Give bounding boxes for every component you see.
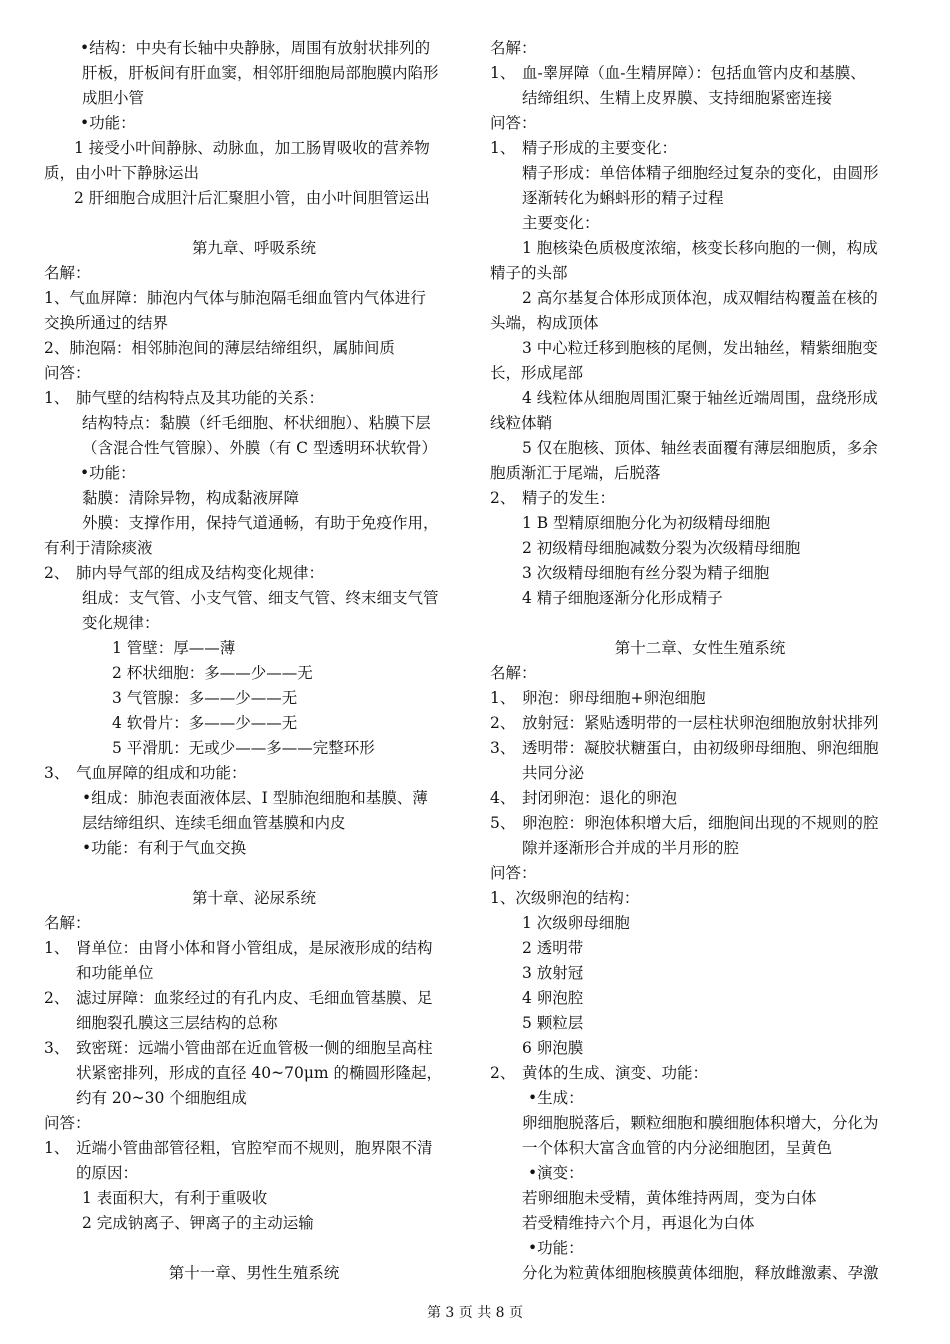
text-line: [490, 761, 910, 786]
item-number: 4、: [490, 789, 516, 807]
line-text: 隙并逐渐形合并成的半月形的腔: [522, 839, 740, 857]
line-text: 2 肝细胞合成胆汁后汇聚胆小管，由小叶间胆管运出: [74, 189, 430, 207]
line-text: 精子的发生：: [522, 489, 616, 507]
line-text: •结构：中央有长轴中央静脉，周围有放射状排列的: [80, 39, 431, 57]
line-text: 4 线粒体从细胞周围汇聚于轴丝近端周围，盘绕形成: [522, 389, 878, 407]
text-line: [44, 686, 464, 711]
item-number: 1、: [490, 139, 516, 157]
text-line: [490, 36, 910, 61]
text-line: [490, 311, 910, 336]
line-text: 2、肺泡隔：相邻肺泡间的薄层结缔组织，属肺间质: [44, 339, 395, 357]
line-text: 精子的头部: [490, 264, 568, 282]
item-number: 3、: [44, 764, 70, 782]
text-line: [44, 1086, 464, 1111]
line-text: 封闭卵泡：退化的卵泡: [522, 789, 678, 807]
line-text: 3 放射冠: [522, 964, 584, 982]
line-text: 肺气壁的结构特点及其功能的关系：: [76, 389, 325, 407]
text-line: [490, 886, 910, 911]
line-text: 成胆小管: [82, 89, 145, 107]
line-text: 若卵细胞未受精，黄体维持两周，变为白体: [522, 1189, 817, 1207]
line-text: 1 次级卵母细胞: [522, 914, 630, 932]
text-line: [490, 261, 910, 286]
text-line: [490, 1111, 910, 1136]
item-number: 2、: [490, 489, 516, 507]
line-text: 结构特点：黏膜（纤毛细胞、杯状细胞）、粘膜下层: [82, 414, 431, 432]
line-text: 名解：: [490, 39, 537, 57]
line-text: 质，由小叶下静脉运出: [44, 164, 200, 182]
line-text: 2 初级精母细胞减数分裂为次级精母细胞: [522, 539, 801, 557]
text-line: [44, 336, 464, 361]
text-line: [44, 661, 464, 686]
text-line: [44, 986, 464, 1011]
line-text: 主要变化：: [522, 214, 600, 232]
blank-line: [490, 611, 910, 636]
line-text: 近端小管曲部管径粗，官腔窄而不规则，胞界限不清: [76, 1139, 433, 1157]
line-text: （含混合性气管腺）、外膜（有 C 型透明环状软骨）: [82, 439, 437, 457]
line-text: 3 次级精母细胞有丝分裂为精子细胞: [522, 564, 770, 582]
text-line: [490, 161, 910, 186]
text-line: [44, 911, 464, 936]
line-text: 3 中心粒迁移到胞核的尾侧，发出轴丝，精紫细胞变: [522, 339, 878, 357]
text-line: [44, 1111, 464, 1136]
left-column: [44, 36, 464, 1286]
chapter-heading-text: 第十一章、男性生殖系统: [168, 1264, 340, 1282]
text-line: [44, 1061, 464, 1086]
item-number: 1、: [490, 689, 516, 707]
text-line: [490, 336, 910, 361]
line-text: 若受精维持六个月，再退化为白体: [522, 1214, 755, 1232]
item-number: 1、: [44, 1139, 70, 1157]
line-text: 精子形成的主要变化：: [522, 139, 678, 157]
text-line: [490, 836, 910, 861]
line-text: 外膜：支撑作用，保持气道通畅，有助于免疫作用，: [82, 514, 439, 532]
text-line: [490, 1161, 910, 1186]
line-text: 肝板，肝板间有肝血窦，相邻肝细胞局部胞膜内陷形: [82, 64, 439, 82]
blank-line: [44, 211, 464, 236]
chapter-heading: [44, 1261, 464, 1286]
text-line: [490, 561, 910, 586]
text-line: [490, 736, 910, 761]
line-text: 状紧密排列，形成的直径 40~70μm 的椭圆形隆起，: [76, 1064, 443, 1082]
line-text: 问答：: [490, 114, 537, 132]
line-text: 共同分泌: [522, 764, 585, 782]
text-line: [490, 486, 910, 511]
item-number: 5、: [490, 814, 516, 832]
line-text: •组成：肺泡表面液体层、I 型肺泡细胞和基膜、薄: [82, 789, 428, 807]
line-text: •演变：: [528, 1164, 584, 1182]
line-text: 问答：: [44, 1114, 91, 1132]
line-text: 6 卵泡膜: [522, 1039, 584, 1057]
text-line: [490, 186, 910, 211]
text-line: [490, 811, 910, 836]
line-text: 黄体的生成、演变、功能：: [522, 1064, 709, 1082]
line-text: 致密斑：远端小管曲部在近血管极一侧的细胞呈高柱: [76, 1039, 433, 1057]
text-line: [44, 536, 464, 561]
line-text: 肺内导气部的组成及结构变化规律：: [76, 564, 325, 582]
line-text: 有利于清除痰液: [44, 539, 153, 557]
line-text: 4 软骨片：多——少——无: [112, 714, 298, 732]
text-line: [44, 411, 464, 436]
item-number: 2、: [44, 564, 70, 582]
text-line: [490, 286, 910, 311]
line-text: 1、气血屏障：肺泡内气体与肺泡隔毛细血管内气体进行: [44, 289, 426, 307]
line-text: •功能：: [528, 1239, 584, 1257]
item-number: 1、: [490, 64, 516, 82]
text-line: [490, 1186, 910, 1211]
chapter-heading: [44, 236, 464, 261]
text-line: [490, 1261, 910, 1286]
text-line: [490, 136, 910, 161]
line-text: •生成：: [528, 1089, 584, 1107]
line-text: 滤过屏障：血浆经过的有孔内皮、毛细血管基膜、足: [76, 989, 433, 1007]
line-text: 线粒体鞘: [490, 414, 553, 432]
text-line: [44, 386, 464, 411]
text-line: [490, 986, 910, 1011]
text-line: [490, 461, 910, 486]
line-text: 逐渐转化为蝌蚪形的精子过程: [522, 189, 724, 207]
text-line: [490, 686, 910, 711]
item-number: 3、: [490, 739, 516, 757]
text-line: [490, 711, 910, 736]
line-text: 名解：: [44, 264, 91, 282]
text-line: [44, 586, 464, 611]
line-text: 问答：: [44, 364, 91, 382]
text-line: [44, 136, 464, 161]
line-text: 的原因：: [76, 1164, 139, 1182]
text-line: [490, 236, 910, 261]
text-line: [490, 786, 910, 811]
item-number: 2、: [490, 714, 516, 732]
text-line: [44, 261, 464, 286]
line-text: 4 卵泡腔: [522, 989, 584, 1007]
text-line: [44, 161, 464, 186]
text-line: [490, 436, 910, 461]
right-column: [490, 36, 910, 1286]
text-line: [44, 1036, 464, 1061]
line-text: 1 管壁：厚——薄: [112, 639, 236, 657]
text-line: [490, 911, 910, 936]
line-text: 黏膜：清除异物，构成黏液屏障: [82, 489, 300, 507]
line-text: 分化为粒黄体细胞核膜黄体细胞，释放雌激素、孕激: [522, 1264, 879, 1282]
line-text: 一个体积大富含血管的内分泌细胞团，呈黄色: [522, 1139, 833, 1157]
line-text: 2 高尔基复合体形成顶体泡，成双帽结构覆盖在核的: [522, 289, 878, 307]
text-line: [44, 936, 464, 961]
text-line: [490, 861, 910, 886]
text-line: [490, 86, 910, 111]
line-text: 约有 20~30 个细胞组成: [76, 1089, 247, 1107]
text-line: [490, 1036, 910, 1061]
line-text: 名解：: [44, 914, 91, 932]
text-line: [490, 1011, 910, 1036]
text-line: [44, 61, 464, 86]
text-line: [490, 1236, 910, 1261]
item-number: 1、: [44, 939, 70, 957]
text-line: [44, 736, 464, 761]
line-text: 精子形成：单倍体精子细胞经过复杂的变化，由圆形: [522, 164, 879, 182]
text-line: [490, 411, 910, 436]
text-line: [44, 511, 464, 536]
line-text: 层结缔组织、连续毛细血管基膜和内皮: [82, 814, 346, 832]
text-line: [44, 786, 464, 811]
text-line: [490, 961, 910, 986]
item-number: 2、: [44, 989, 70, 1007]
text-line: [490, 661, 910, 686]
line-text: 问答：: [490, 864, 537, 882]
line-text: 胞质渐汇于尾端，后脱落: [490, 464, 661, 482]
text-line: [44, 111, 464, 136]
line-text: 细胞裂孔膜这三层结构的总称: [76, 1014, 278, 1032]
text-line: [490, 61, 910, 86]
text-line: [490, 936, 910, 961]
text-line: [44, 36, 464, 61]
item-number: 2、: [490, 1064, 516, 1082]
text-line: [490, 361, 910, 386]
text-line: [44, 461, 464, 486]
chapter-heading: [44, 886, 464, 911]
text-line: [44, 961, 464, 986]
blank-line: [44, 1236, 464, 1261]
text-line: [44, 711, 464, 736]
text-line: [44, 761, 464, 786]
line-text: 5 颗粒层: [522, 1014, 584, 1032]
text-line: [44, 1136, 464, 1161]
text-line: [490, 536, 910, 561]
chapter-heading-text: 第十章、泌尿系统: [191, 889, 316, 907]
line-text: 组成：支气管、小支气管、细支气管、终末细支气管: [82, 589, 439, 607]
line-text: 卵泡腔：卵泡体积增大后，细胞间出现的不规则的腔: [522, 814, 879, 832]
line-text: 5 仅在胞核、顶体、轴丝表面覆有薄层细胞质，多余: [522, 439, 878, 457]
line-text: 2 透明带: [522, 939, 584, 957]
line-text: 2 完成钠离子、钾离子的主动运输: [82, 1214, 314, 1232]
text-line: [490, 1061, 910, 1086]
text-line: [44, 436, 464, 461]
line-text: 头端，构成顶体: [490, 314, 599, 332]
line-text: 1 接受小叶间静脉、动脉血，加工肠胃吸收的营养物: [74, 139, 430, 157]
blank-line: [44, 861, 464, 886]
chapter-heading-text: 第九章、呼吸系统: [191, 239, 316, 257]
text-line: [490, 386, 910, 411]
text-line: [490, 1136, 910, 1161]
line-text: 1 表面积大，有利于重吸收: [82, 1189, 268, 1207]
line-text: 4 精子细胞逐渐分化形成精子: [522, 589, 723, 607]
text-line: [44, 311, 464, 336]
item-number: 3、: [44, 1039, 70, 1057]
text-line: [44, 1161, 464, 1186]
chapter-heading-text: 第十二章、女性生殖系统: [614, 639, 786, 657]
line-text: 卵细胞脱落后，颗粒细胞和膜细胞体积增大，分化为: [522, 1114, 879, 1132]
line-text: 长，形成尾部: [490, 364, 584, 382]
text-line: [44, 361, 464, 386]
text-line: [490, 1086, 910, 1111]
page-footer: 第 3 页 共 8 页: [426, 1305, 524, 1321]
text-line: [44, 186, 464, 211]
text-line: [44, 1186, 464, 1211]
line-text: 5 平滑肌：无或少——多——完整环形: [112, 739, 375, 757]
text-line: [44, 286, 464, 311]
text-line: [490, 111, 910, 136]
line-text: 1 胞核染色质极度浓缩，核变长移向胞的一侧，构成: [522, 239, 878, 257]
line-text: 放射冠：紧贴透明带的一层柱状卵泡细胞放射状排列: [522, 714, 879, 732]
item-number: 1、: [44, 389, 70, 407]
chapter-heading: [490, 636, 910, 661]
line-text: 和功能单位: [76, 964, 154, 982]
text-line: [44, 561, 464, 586]
text-line: [44, 636, 464, 661]
text-line: [490, 1211, 910, 1236]
text-line: [490, 511, 910, 536]
line-text: 结缔组织、生精上皮界膜、支持细胞紧密连接: [522, 89, 833, 107]
text-line: [44, 611, 464, 636]
text-line: [44, 836, 464, 861]
line-text: 3 气管腺：多——少——无: [112, 689, 298, 707]
text-line: [44, 86, 464, 111]
text-line: [44, 1211, 464, 1236]
text-line: [490, 586, 910, 611]
line-text: 血-睾屏障（血-生精屏障）：包括血管内皮和基膜、: [522, 64, 866, 82]
text-line: [44, 486, 464, 511]
line-text: 1 B 型精原细胞分化为初级精母细胞: [522, 514, 771, 532]
line-text: 气血屏障的组成和功能：: [76, 764, 247, 782]
text-line: [490, 211, 910, 236]
line-text: 变化规律：: [82, 614, 160, 632]
line-text: 1、次级卵泡的结构：: [490, 889, 640, 907]
line-text: 肾单位：由肾小体和肾小管组成，是尿液形成的结构: [76, 939, 433, 957]
line-text: 卵泡：卵母细胞+卵泡细胞: [522, 689, 706, 707]
line-text: 2 杯状细胞：多——少——无: [112, 664, 313, 682]
line-text: •功能：: [80, 464, 136, 482]
line-text: •功能：有利于气血交换: [82, 839, 247, 857]
text-line: [44, 1011, 464, 1036]
line-text: 名解：: [490, 664, 537, 682]
text-line: [44, 811, 464, 836]
line-text: 透明带：凝胶状糖蛋白，由初级卵母细胞、卵泡细胞: [522, 739, 879, 757]
line-text: 交换所通过的结界: [44, 314, 169, 332]
line-text: •功能：: [80, 114, 136, 132]
